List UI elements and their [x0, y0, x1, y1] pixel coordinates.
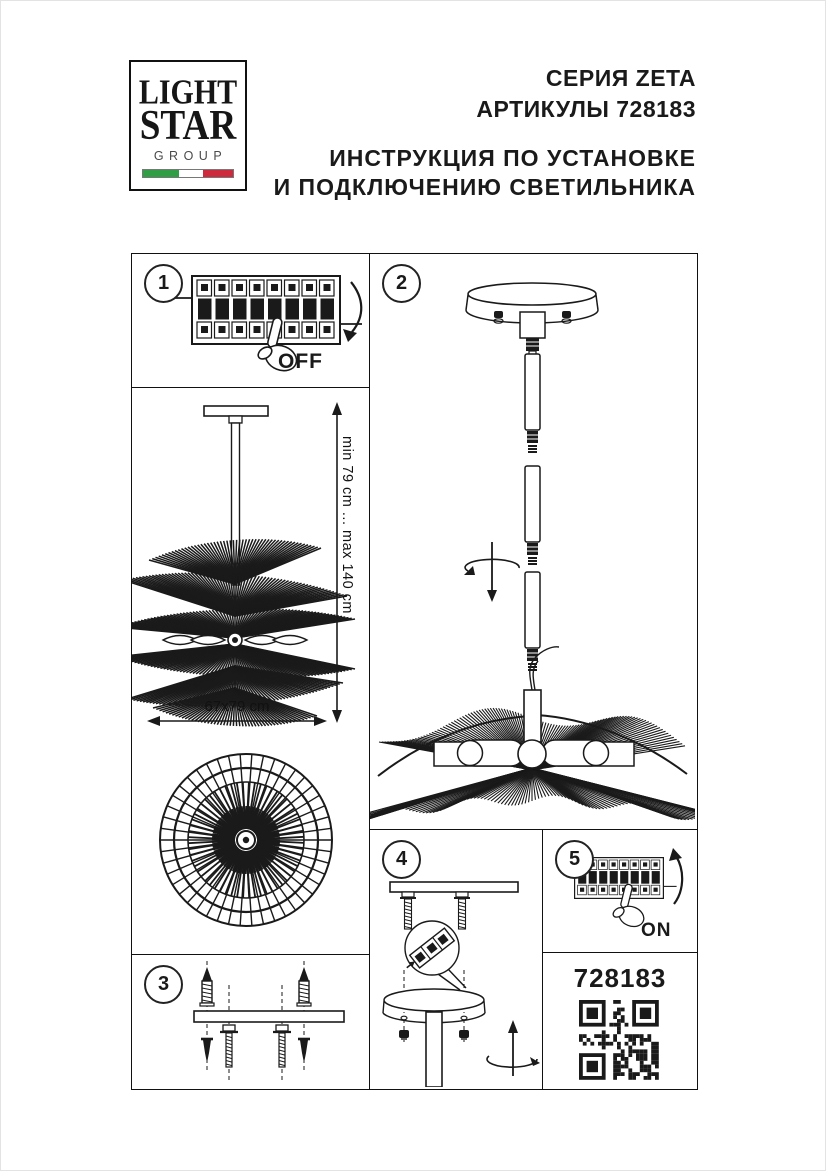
step-number-badge: 5: [555, 840, 594, 879]
step-number-badge: 2: [382, 264, 421, 303]
series-title: СЕРИЯ ZETA: [545, 65, 696, 91]
article-qr-panel: [542, 952, 698, 1090]
on-label: ON: [641, 920, 672, 941]
logo-word-light: LIGHT: [138, 72, 238, 112]
header-series-block: [476, 63, 696, 125]
panel-step-4: [369, 829, 544, 1090]
panel-step-2: [369, 253, 698, 831]
panel-step-1: [131, 253, 371, 389]
instruction-title-line1: ИНСТРУКЦИЯ ПО УСТАНОВКЕ: [329, 145, 696, 171]
height-dimension-label: min 79 cm ... max 140 cm: [339, 436, 355, 614]
header-instruction-title: [274, 144, 696, 202]
flag-white: [179, 170, 203, 177]
instruction-grid: [131, 253, 698, 1090]
footprint-dimension-label: 67x79 cm: [204, 698, 270, 715]
article-title: АРТИКУЛЫ 728183: [476, 96, 696, 122]
logo-word-star: STAR: [139, 102, 237, 150]
logo-word-group: GROUP: [153, 149, 228, 163]
flag-green: [143, 170, 179, 177]
step-number-badge: 3: [144, 965, 183, 1004]
instruction-title-line2: И ПОДКЛЮЧЕНИЮ СВЕТИЛЬНИКА: [273, 174, 696, 200]
rod-assembly-illustration: [370, 254, 695, 828]
panel-step-3: [131, 954, 371, 1090]
lightstar-logo: [129, 60, 247, 191]
qr-code: [579, 1000, 659, 1080]
lamp-dimensions-illustration: [132, 388, 368, 953]
panel-step-5: [542, 829, 698, 954]
lamp-dimensions-panel: [131, 387, 371, 956]
article-number: 728183: [573, 963, 667, 993]
step-number-badge: 4: [382, 840, 421, 879]
off-label: OFF: [278, 350, 323, 373]
italian-flag-icon: [142, 169, 234, 178]
step-number-badge: 1: [144, 264, 183, 303]
flag-red: [203, 170, 233, 177]
